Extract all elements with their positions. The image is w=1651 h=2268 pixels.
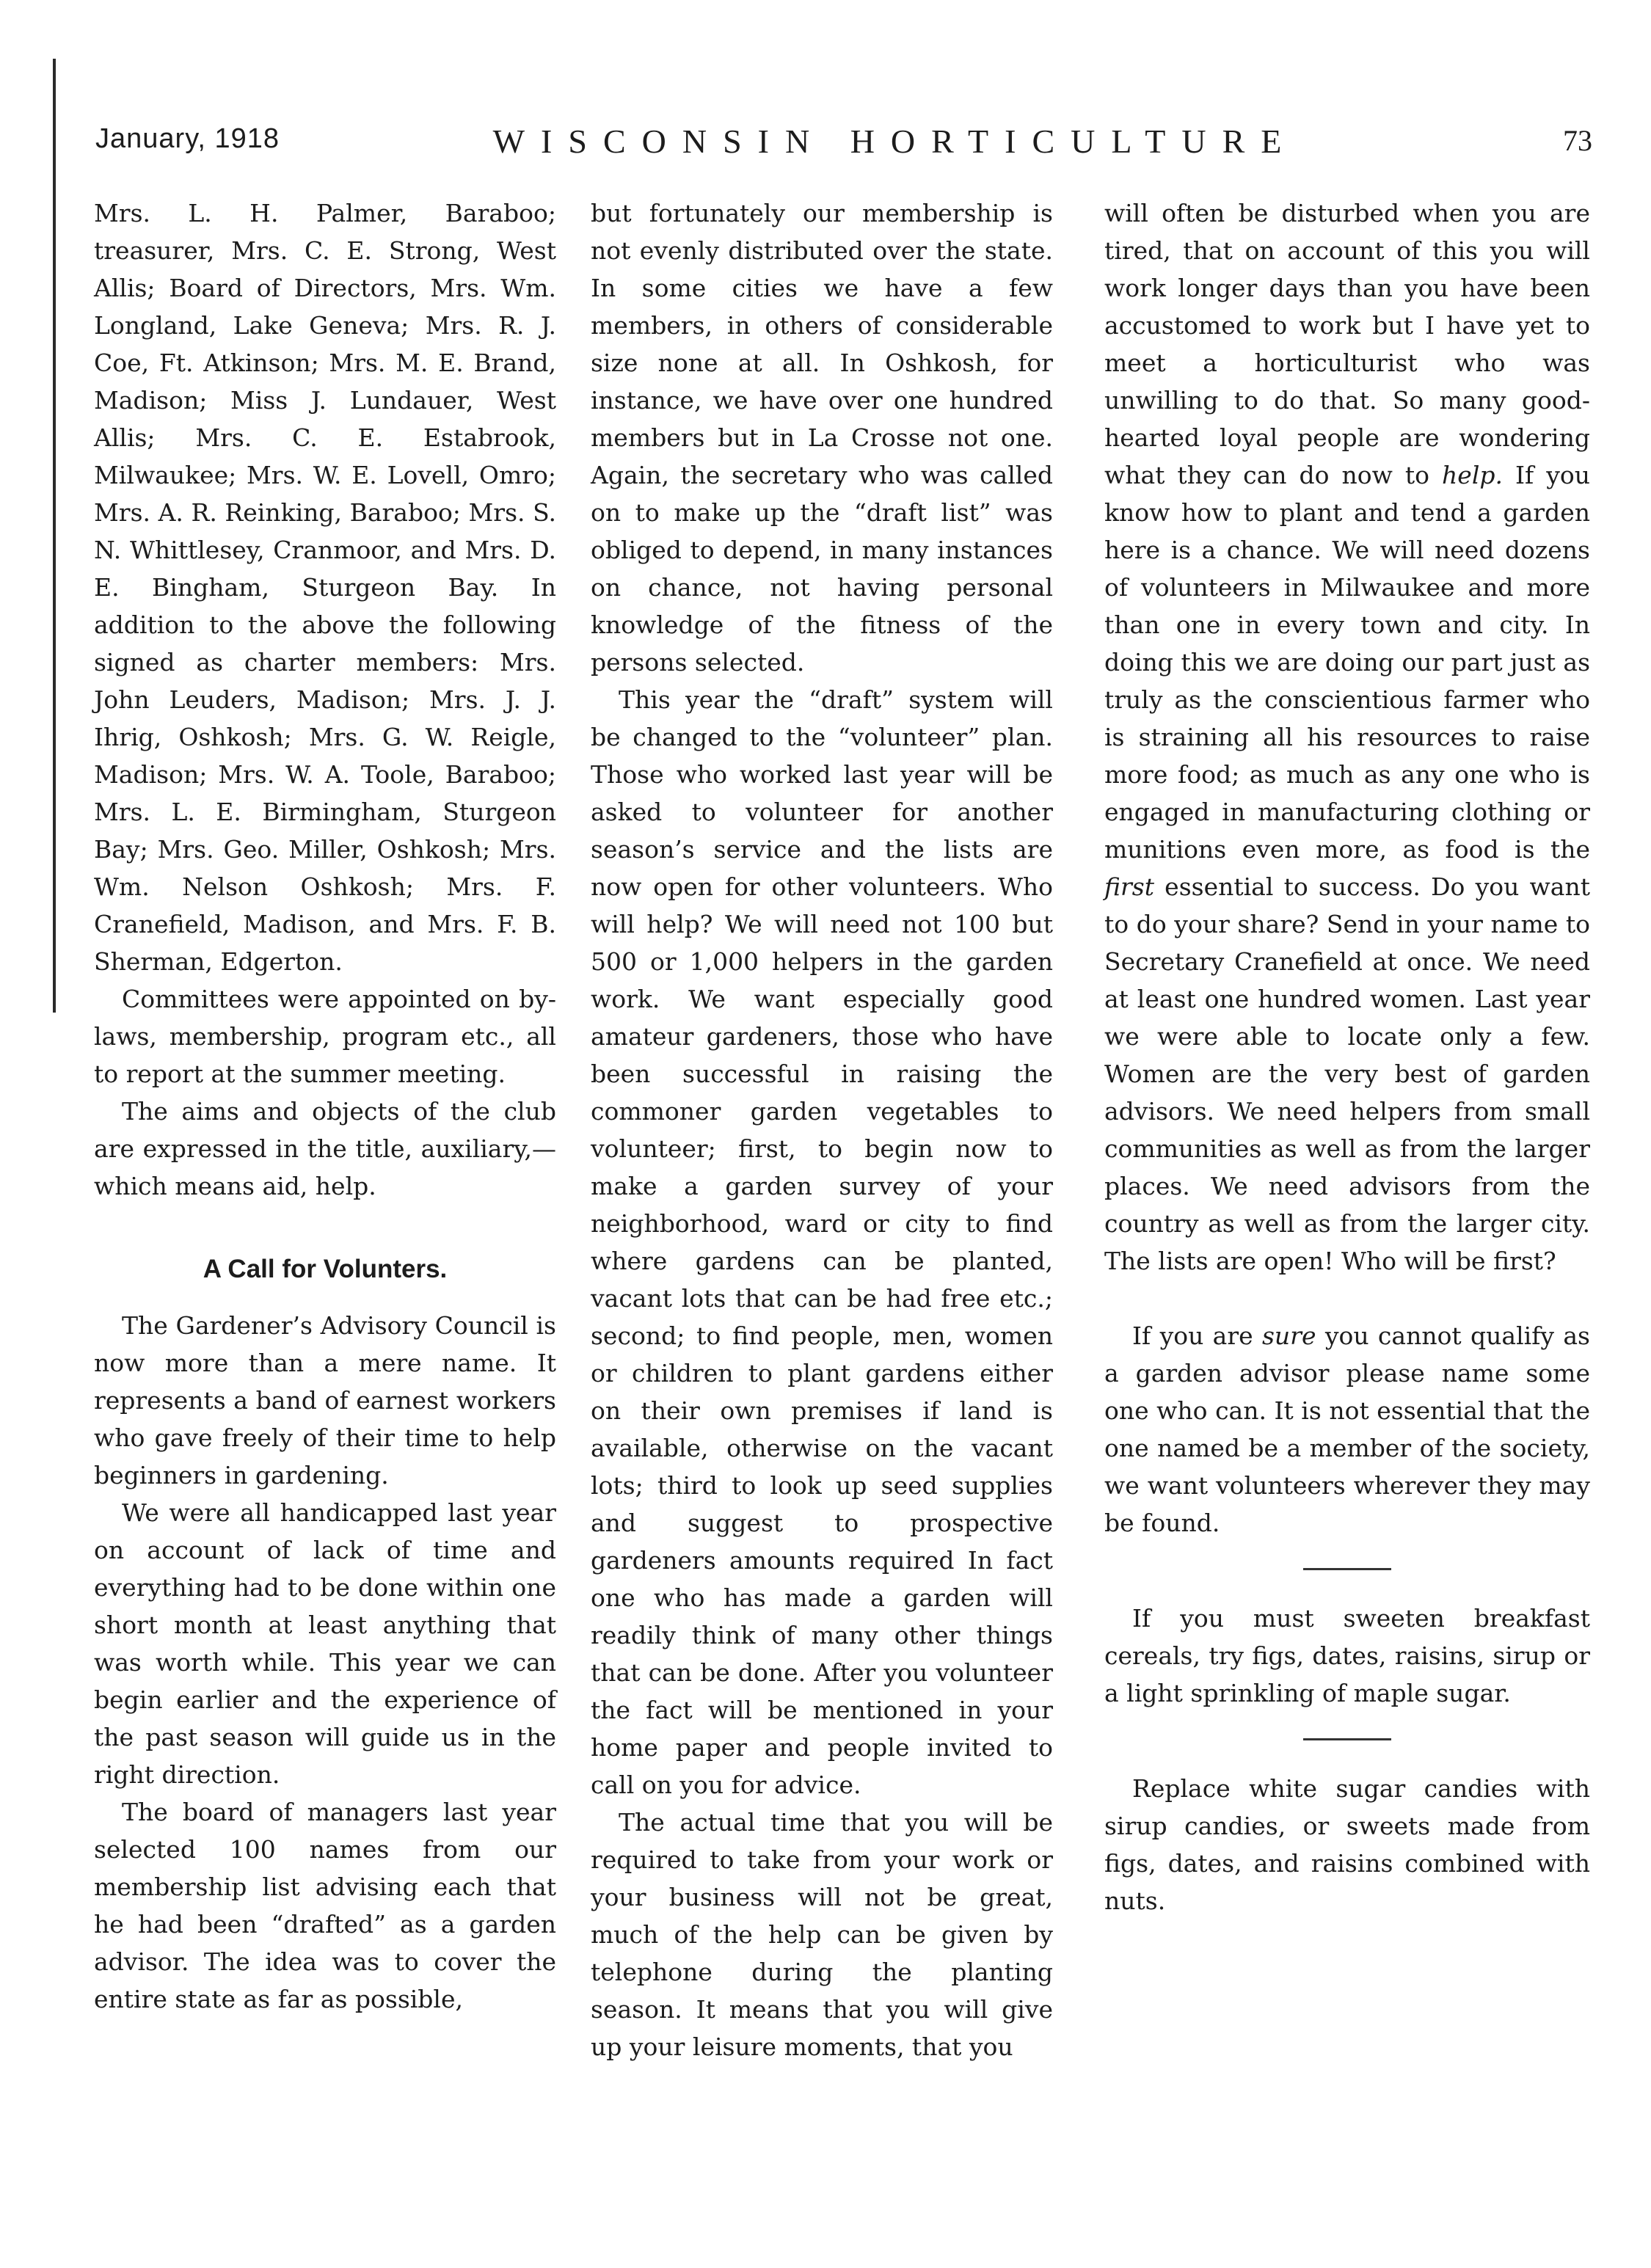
volunteer-plan-paragraph: This year the “draft” system will be changed to the “volunteer” plan. Those who worked last year will be asked to volunteer for another season’s service and the lists are now open for other volunteers. Who will help? We will need not 100 but 500 or 1,000 helpers in the garden work. We want especially good amateur gardeners, those who have been successful in raising the commoner garden vegetables to volunteer; first, to begin now to make a garden survey of your neighborhood, ward or city to find where gardens can be planted, vacant lots that can be had free etc.; second; to find people, men, women or children to plant gardens either on their own premises if land is available, otherwise on the vacant lots; third to look up seed supplies and suggest to prospective gardeners amounts required In fact one who has made a garden will readily think of many other things that can be done. After you volunteer the fact will be mentioned in your home paper and people invited to call on you for advice. [591, 685, 1053, 1799]
column-3 [1104, 194, 1590, 1919]
leisure-paragraph [1104, 194, 1590, 1280]
section-divider [1303, 1568, 1391, 1570]
candies-paragraph: Replace white sugar candies with sirup candies, or sweets made from figs, dates, and raisins combined with nuts. [1104, 1774, 1590, 1915]
help-emphasis: help. [1442, 461, 1503, 489]
handicapped-paragraph: We were all handicapped last year on account of lack of time and everything had to be done within one short month at least anything that was worth while. This year we can begin earlier and the experience of the past season will guide us in the right direction. [94, 1498, 556, 1789]
sweeten-paragraph: If you must sweeten breakfast cereals, try figs, dates, raisins, sirup or a light sprinkling of maple sugar. [1104, 1604, 1590, 1707]
section-heading: A Call for Volunters. [203, 1255, 448, 1283]
leisure-text-c: essential to success. Do you want to do your share? Send in your name to Secretary Cranefield at once. We need at least one hundred women. Last year we were able to locate only a few. Women are the very best of garden advisors. We need helpers from small communities as well as from the larger places. We need advisors from the country as well as from the larger city. The lists are open! Who will be first? [1104, 872, 1590, 1275]
page-margin-line [53, 59, 56, 1013]
first-emphasis: first [1104, 872, 1154, 901]
board-paragraph: The board of managers last year selected 100 names from our membership list advising each that he had been “drafted” as a garden advisor. The idea was to cover the entire state as far as possible, [94, 1798, 556, 2013]
column-2 [591, 194, 1053, 2065]
sure-emphasis: sure [1261, 1321, 1316, 1350]
running-header [95, 117, 1592, 169]
section-divider [1303, 1738, 1391, 1740]
column-1 [94, 194, 556, 2018]
aims-paragraph: The aims and objects of the club are expressed in the title, auxiliary,—which means aid, help. [94, 1097, 556, 1200]
officers-paragraph: Mrs. L. H. Palmer, Baraboo; treasurer, Mrs. C. E. Strong, West Allis; Board of Directors, Mrs. Wm. Longland, Lake Geneva; Mrs. R. J. Coe, Ft. Atkinson; Mrs. M. E. Brand, Madison; Miss J. Lundauer, West Allis; Mrs. C. E. Estabrook, Milwaukee; Mrs. W. E. Lovell, Omro; Mrs. A. R. Reinking, Baraboo; Mrs. S. N. Whittlesey, Cranmoor, and Mrs. D. E. Bingham, Sturgeon Bay. In addition to the above the following signed as charter members: Mrs. John Leuders, Madison; Mrs. J. J. Ihrig, Oshkosh; Mrs. G. W. Reigle, Madison; Mrs. W. A. Toole, Baraboo; Mrs. L. E. Birmingham, Sturgeon Bay; Mrs. Geo. Miller, Oshkosh; Mrs. Wm. Nelson Oshkosh; Mrs. F. Cranefield, Madison, and Mrs. F. B. Sherman, Edgerton. [94, 199, 556, 976]
council-paragraph: The Gardener’s Advisory Council is now more than a mere name. It represents a band of earnest workers who gave freely of their time to help beginners in gardening. [94, 1311, 556, 1489]
journal-title: WISCONSIN HORTICULTURE [492, 123, 1298, 160]
time-required-paragraph: The actual time that you will be required to take from your work or your business will not be great, much of the help can be given by telephone during the planting season. It means that you will give up your leisure moments, that you [591, 1808, 1053, 2061]
sure-paragraph [1104, 1317, 1590, 1542]
leisure-text-a: will often be disturbed when you are tired, that on account of this you will work longer days than you have been accustomed to work but I have yet to meet a horticulturist who was unwilling to do that. So many good-hearted loyal people are wondering what they can do now to [1104, 199, 1590, 489]
issue-date: January, 1918 [95, 123, 280, 154]
sure-text-b: you cannot qualify as a garden advisor please name some one who can. It is not essential that the one named be a member of the society, we want volunteers wherever they may be found. [1104, 1321, 1590, 1537]
sure-text-a: If you are [1132, 1321, 1262, 1350]
committees-paragraph: Committees were appointed on by-laws, membership, program etc., all to report at the summer meeting. [94, 985, 556, 1088]
leisure-text-b: If you know how to plant and tend a garden here is a chance. We will need dozens of volunteers in Milwaukee and more than one in every town and city. In doing this we are doing our part just as truly as the conscientious farmer who is straining all his resources to raise more food; as much as any one who is engaged in manufacturing clothing or munitions even more, as food is the [1104, 461, 1590, 864]
membership-paragraph: but fortunately our membership is not evenly distributed over the state. In some cities we have a few members, in others of considerable size none at all. In Oshkosh, for instance, we have over one hundred members but in La Crosse not one. Again, the secretary who was called on to make up the “draft list” was obliged to depend, in many instances on chance, not having personal knowledge of the fitness of the persons selected. [591, 199, 1053, 677]
page-number: 73 [1563, 124, 1592, 157]
